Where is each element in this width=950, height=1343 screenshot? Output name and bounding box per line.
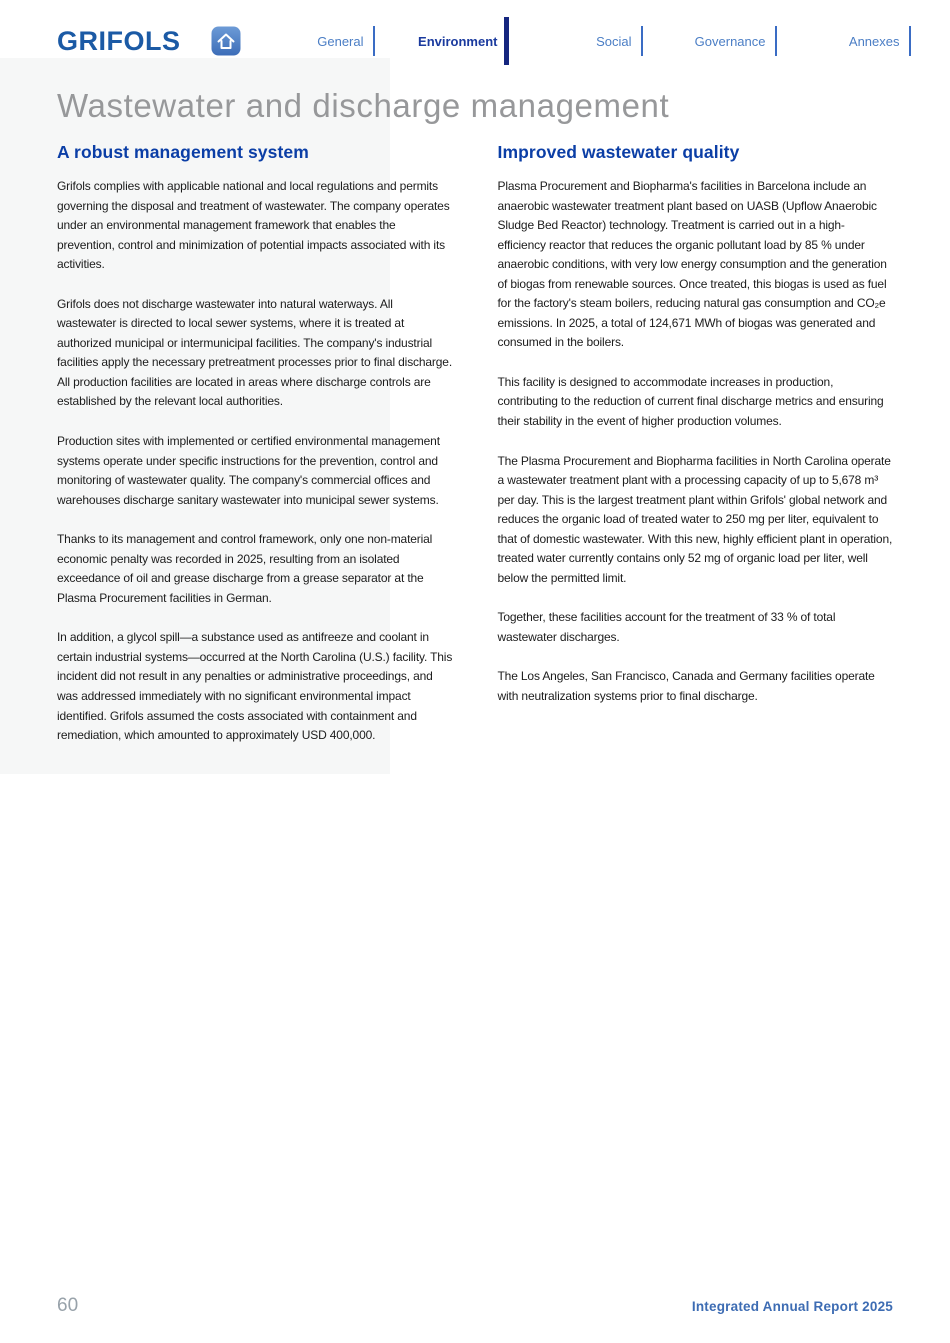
- nav-item-governance[interactable]: [643, 15, 777, 67]
- right-column: [498, 142, 894, 766]
- nav-label: Social: [596, 33, 632, 49]
- paragraph: Grifols does not discharge wastewater into natural waterways. All wastewater is directed to local sewer systems, where it is treated at authorized municipal or intermunicipal facilities. The company's industrial facilities apply the necessary pretreatment processes prior to final discharge. All production facilities are located in areas where discharge controls are established by the relevant local authorities.: [57, 296, 453, 409]
- home-button[interactable]: [211, 26, 241, 56]
- paragraph: Plasma Procurement and Biopharma's facilities in Barcelona include an anaerobic wastewater treatment plant based on UASB (Upflow Anaerobic Sludge Bed Reactor) technology. Treatment is carried out in a high-efficiency reactor that reduces the organic pollutant load by 85 % under anaerobic conditions, with very low energy consumption and the generation of biogas from renewable sources. Once treated, this biogas is used as fuel for the factory's steam boilers, reducing natural gas consumption and CO₂e emissions. In 2025, a total of 124,671 MWh of biogas was generated and consumed in the boilers.: [497, 179, 887, 350]
- nav-label: Annexes: [848, 33, 900, 49]
- paragraph: Production sites with implemented or certified environmental management systems operate under specific instructions for the prevention, control and monitoring of wastewater quality. The company's commercial offices and warehouses discharge sanitary wastewater into municipal sewer systems.: [57, 434, 440, 507]
- home-icon: [211, 26, 241, 56]
- nav-label: Governance: [694, 33, 766, 49]
- paragraph: The Los Angeles, San Francisco, Canada and Germany facilities operate with neutralization systems prior to final discharge.: [497, 669, 875, 704]
- nav-item-environment[interactable]: [375, 15, 509, 67]
- report-title: Integrated Annual Report 2025: [691, 1299, 893, 1314]
- paragraph: Grifols complies with applicable national and local regulations and permits governing the disposal and treatment of wastewater. The company operates under an environmental management framework that enables the prevention, control and minimization of potential impacts associated with its activities.: [57, 179, 450, 272]
- section-heading-wastewater-quality: Improved wastewater quality: [497, 142, 740, 162]
- paragraph: The Plasma Procurement and Biopharma facilities in North Carolina operate a wastewater treatment plant with a processing capacity of up to 5,678 m³ per day. This is the largest treatment plant within Grifols' global network and reduces the organic load of treated water to 250 mg per liter, equivalent to that of domestic wastewater. With this new, highly efficient plant in operation, treated water currently contains only 52 mg of organic load per liter, well below the permitted limit.: [497, 453, 893, 585]
- content: [0, 142, 950, 766]
- paragraph: In addition, a glycol spill—a substance used as antifreeze and coolant in certain industrial systems—occurred at the North Carolina (U.S.) facility. This incident did not result in any penalties or administrative proceedings, and was addressed immediately with no significant environmental impact identified. Grifols assumed the costs associated with containment and remediation, which amounted to approximately USD 400,000.: [57, 630, 453, 743]
- nav-label: Environment: [418, 33, 498, 49]
- main-nav: [241, 15, 911, 67]
- nav-label: General: [317, 33, 364, 49]
- footer: [57, 1295, 893, 1317]
- paragraph: Thanks to its management and control framework, only one non-material economic penalty was recorded in 2025, resulting from an isolated exceedance of oil and grease discharge from a grease separator at the Plasma Procurement facilities in German.: [57, 532, 433, 605]
- paragraph: Together, these facilities account for the treatment of 33 % of total wastewater discharges.: [497, 610, 836, 644]
- page-number: 60: [57, 1295, 79, 1316]
- left-column: [57, 142, 453, 766]
- nav-item-annexes[interactable]: [777, 15, 911, 67]
- nav-item-social[interactable]: [509, 15, 643, 67]
- section-heading-management-system: A robust management system: [57, 142, 309, 162]
- nav-item-general[interactable]: [241, 15, 375, 67]
- header: [0, 15, 950, 67]
- page-title: Wastewater and discharge management: [57, 87, 670, 124]
- paragraph: This facility is designed to accommodate increases in production, contributing to the reduction of current final discharge metrics and ensuring their stability in the event of higher production volumes.: [497, 374, 884, 429]
- grifols-logo: GRIFOLS: [57, 25, 181, 56]
